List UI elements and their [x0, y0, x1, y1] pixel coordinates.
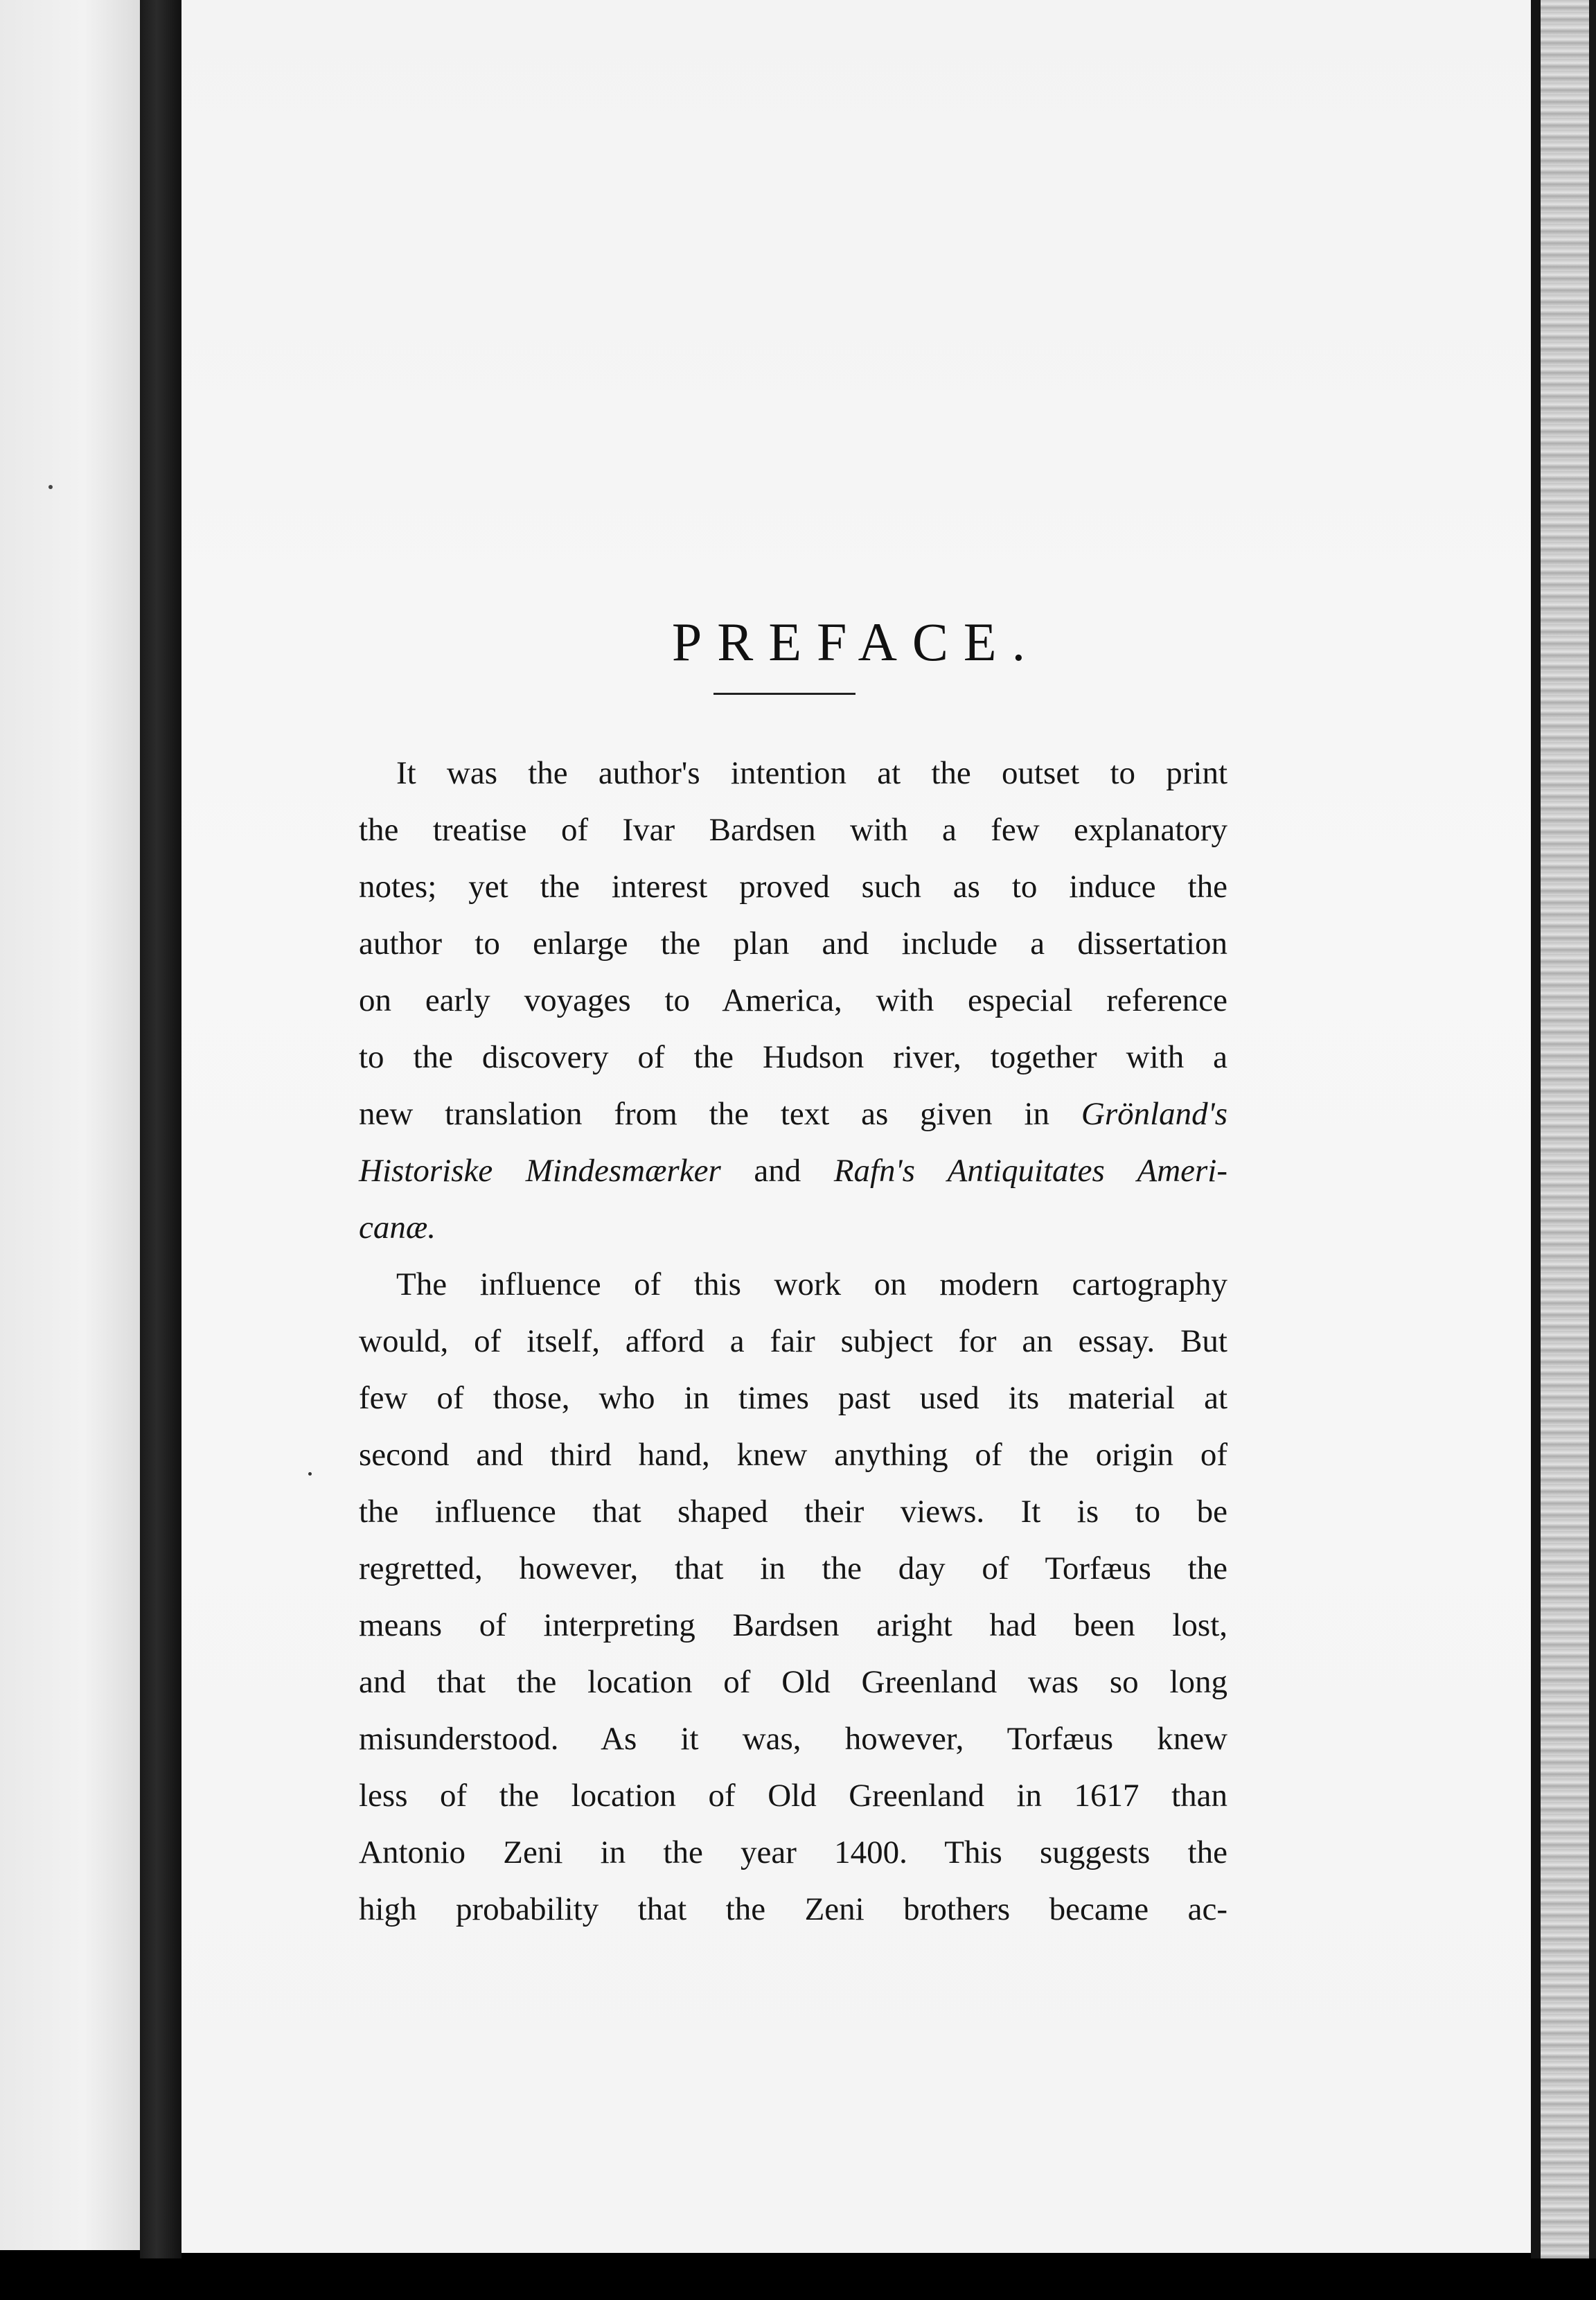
italic-title: Historiske Mindesmærker [359, 1153, 721, 1189]
text-line: few of those, who in times past used its material at [359, 1380, 1227, 1416]
left-page-margin [0, 0, 140, 2250]
italic-title: canæ. [359, 1210, 436, 1246]
text-line: means of interpreting Bardsen aright had been lost, [359, 1607, 1227, 1643]
text-line: The influence of this work on modern cartography [396, 1266, 1227, 1302]
text-line: second and third hand, knew anything of the origin of [359, 1437, 1227, 1473]
text-line: and that the location of Old Greenland was so long [359, 1664, 1227, 1700]
text-line: would, of itself, afford a fair subject for an essay. But [359, 1323, 1227, 1359]
page-title: PREFACE. [671, 612, 1041, 673]
text-line: high probability that the Zeni brothers became ac- [359, 1891, 1227, 1927]
text-line: the treatise of Ivar Bardsen with a few explanatory [359, 812, 1227, 848]
text-line: misunderstood. As it was, however, Torfæus knew [359, 1721, 1227, 1757]
italic-title: Grönland's [1081, 1096, 1228, 1132]
italic-title: Rafn's Antiquitates Ameri- [833, 1153, 1228, 1189]
text-line: to the discovery of the Hudson river, together with a [359, 1039, 1227, 1075]
preface-body [359, 745, 1227, 1938]
text-line: author to enlarge the plan and include a dissertation [359, 926, 1227, 962]
speck [308, 1472, 312, 1476]
text-line: It was the author's intention at the outset to print [396, 755, 1227, 791]
title-rule [713, 693, 855, 695]
text-line: Antonio Zeni in the year 1400. This suggests the [359, 1834, 1227, 1870]
text-line [359, 1142, 1227, 1199]
text-line [359, 1199, 1227, 1256]
text-line: on early voyages to America, with especial reference [359, 982, 1227, 1018]
speck [48, 485, 53, 489]
text-segment: and [754, 1153, 801, 1189]
text-line: less of the location of Old Greenland in 1617 than [359, 1778, 1227, 1814]
page-edge [1531, 0, 1596, 2258]
text-segment: new translation from the text as given in [359, 1096, 1050, 1132]
text-line [359, 1086, 1227, 1142]
book-gutter [140, 0, 181, 2258]
text-line: notes; yet the interest proved such as to induce the [359, 869, 1227, 905]
text-line: the influence that shaped their views. It is to be [359, 1494, 1227, 1530]
text-line: regretted, however, that in the day of Torfæus the [359, 1550, 1227, 1586]
